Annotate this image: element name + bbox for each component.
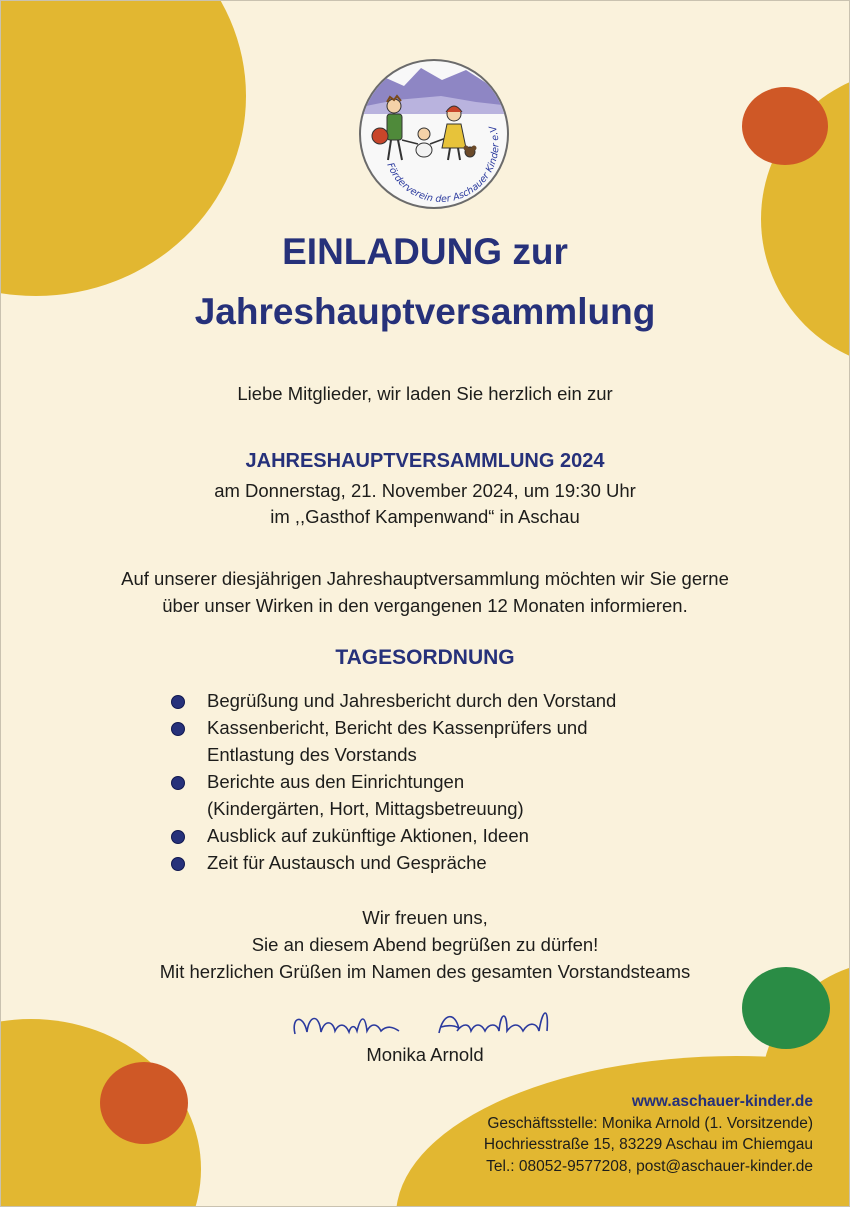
intro-text: Liebe Mitglieder, wir laden Sie herzlich ein zur xyxy=(237,383,613,404)
agenda-list xyxy=(171,687,731,876)
orange-circle-bottom-left xyxy=(100,1062,188,1144)
contact-line: Tel.: 08052-9577208, post@aschauer-kinder.de xyxy=(486,1157,813,1175)
description-line-2: über unser Wirken in den vergangenen 12 Monaten informieren. xyxy=(162,595,688,616)
agenda-item xyxy=(171,849,731,876)
event-date: am Donnerstag, 21. November 2024, um 19:30 Uhr xyxy=(214,480,636,501)
agenda-item-text: (Kindergärten, Hort, Mittagsbetreuung) xyxy=(207,798,524,819)
agenda-item xyxy=(171,822,731,849)
signature-text: Monika Arnold xyxy=(281,1001,288,1002)
event-location: im ,,Gasthof Kampenwand“ in Aschau xyxy=(270,506,580,527)
page-title-line-2: Jahreshauptversammlung xyxy=(194,291,656,332)
bullet-icon xyxy=(171,722,185,736)
agenda-item-text: Zeit für Austausch und Gespräche xyxy=(207,852,487,873)
agenda-item xyxy=(171,768,731,822)
page-title-line-1: EINLADUNG zur xyxy=(282,231,568,272)
event-heading: JAHRESHAUPTVERSAMMLUNG 2024 xyxy=(245,450,605,472)
bullet-icon xyxy=(171,776,185,790)
office-line: Geschäftsstelle: Monika Arnold (1. Vorsitzende) xyxy=(487,1114,813,1132)
bullet-icon xyxy=(171,857,185,871)
footer-contact xyxy=(484,1091,813,1177)
closing-line-1: Wir freuen uns, xyxy=(362,907,488,928)
agenda-item-text: Kassenbericht, Bericht des Kassenprüfers und xyxy=(207,717,588,738)
association-logo xyxy=(356,56,512,212)
signature-name: Monika Arnold xyxy=(366,1044,484,1065)
description-line-1: Auf unserer diesjährigen Jahreshauptversammlung möchten wir Sie gerne xyxy=(121,568,729,589)
agenda-item-text: Berichte aus den Einrichtungen xyxy=(207,771,465,792)
bullet-icon xyxy=(171,695,185,709)
orange-circle-top-right xyxy=(742,87,828,165)
agenda-item xyxy=(171,714,731,768)
website-link[interactable]: www.aschauer-kinder.de xyxy=(631,1093,813,1110)
closing-line-2: Sie an diesem Abend begrüßen zu dürfen! xyxy=(251,934,599,955)
logo-text: Förderverein der Aschauer Kinder e.V xyxy=(384,125,502,205)
address-line: Hochriesstraße 15, 83229 Aschau im Chiemgau xyxy=(483,1136,813,1153)
closing-line-3: Mit herzlichen Grüßen im Namen des gesamten Vorstandsteams xyxy=(159,961,691,982)
agenda-item-text: Ausblick auf zukünftige Aktionen, Ideen xyxy=(207,825,529,846)
agenda-heading: TAGESORDNUNG xyxy=(335,646,515,669)
agenda-item xyxy=(171,687,731,714)
agenda-item-text: Begrüßung und Jahresbericht durch den Vorstand xyxy=(207,690,617,711)
agenda-item-text: Entlastung des Vorstands xyxy=(207,744,417,765)
bullet-icon xyxy=(171,830,185,844)
